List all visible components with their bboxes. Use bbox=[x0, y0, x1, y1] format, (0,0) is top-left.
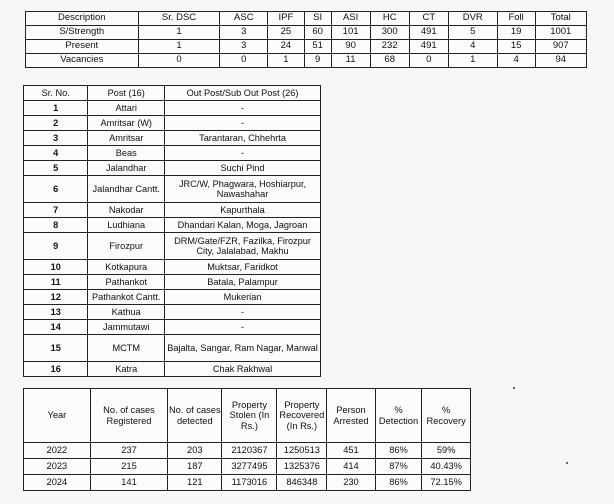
posts-sr: 4 bbox=[24, 146, 88, 161]
strength-cell: 68 bbox=[370, 54, 409, 68]
cases-cell: 3277495 bbox=[222, 459, 277, 475]
posts-sr: 7 bbox=[24, 203, 88, 218]
posts-row bbox=[24, 335, 321, 362]
strength-row-sanctioned bbox=[26, 26, 587, 40]
posts-outpost: Bajalta, Sangar, Ram Nagar, Manwal bbox=[165, 335, 321, 362]
cases-cell: 40.43% bbox=[422, 459, 471, 475]
cases-header-cell: % Detection bbox=[375, 389, 422, 443]
posts-row bbox=[24, 260, 321, 275]
strength-cell: 15 bbox=[497, 40, 535, 54]
strength-cell: S/Strength bbox=[26, 26, 139, 40]
strength-cell: 0 bbox=[138, 54, 220, 68]
cases-header-cell: % Recovery bbox=[422, 389, 471, 443]
strength-header-cell: ASC bbox=[220, 12, 268, 26]
cases-header-row bbox=[24, 389, 471, 443]
cases-row bbox=[24, 475, 471, 491]
posts-sr: 1 bbox=[24, 101, 88, 116]
cases-cell: 2024 bbox=[24, 475, 91, 491]
posts-sr: 2 bbox=[24, 116, 88, 131]
posts-header-cell: Sr. No. bbox=[24, 86, 88, 101]
strength-header-cell: HC bbox=[370, 12, 409, 26]
posts-outpost: Muktsar, Faridkot bbox=[165, 260, 321, 275]
posts-outpost: Mukerian bbox=[165, 290, 321, 305]
strength-cell: 1001 bbox=[535, 26, 586, 40]
cases-cell: 203 bbox=[168, 443, 222, 459]
posts-post: Firozpur bbox=[88, 233, 165, 260]
strength-cell: 9 bbox=[304, 54, 331, 68]
strength-header-cell: Description bbox=[26, 12, 139, 26]
strength-header-cell: Sr. DSC bbox=[138, 12, 220, 26]
posts-sr: 14 bbox=[24, 320, 88, 335]
posts-post: Amritsar bbox=[88, 131, 165, 146]
strength-cell: 1 bbox=[138, 40, 220, 54]
strength-header-cell: DVR bbox=[448, 12, 497, 26]
strength-row-present bbox=[26, 40, 587, 54]
cases-cell: 72.15% bbox=[422, 475, 471, 491]
posts-outpost: - bbox=[165, 320, 321, 335]
posts-row bbox=[24, 203, 321, 218]
posts-row bbox=[24, 161, 321, 176]
posts-header-cell: Out Post/Sub Out Post (26) bbox=[165, 86, 321, 101]
posts-post: Beas bbox=[88, 146, 165, 161]
cases-row bbox=[24, 443, 471, 459]
posts-outpost: Tarantaran, Chhehrta bbox=[165, 131, 321, 146]
posts-sr: 11 bbox=[24, 275, 88, 290]
posts-post: Kotkapura bbox=[88, 260, 165, 275]
cases-cell: 141 bbox=[90, 475, 167, 491]
cases-cell: 215 bbox=[90, 459, 167, 475]
strength-cell: 1 bbox=[138, 26, 220, 40]
strength-cell: 491 bbox=[409, 26, 448, 40]
strength-cell: Present bbox=[26, 40, 139, 54]
cases-header-cell: No. of cases detected bbox=[168, 389, 222, 443]
cases-header-cell: Property Stolen (In Rs.) bbox=[222, 389, 277, 443]
strength-header-cell: IPF bbox=[268, 12, 305, 26]
cases-cell: 1173016 bbox=[222, 475, 277, 491]
cases-cell: 86% bbox=[375, 475, 422, 491]
posts-post: Kathua bbox=[88, 305, 165, 320]
cases-cell: 121 bbox=[168, 475, 222, 491]
strength-cell: 11 bbox=[331, 54, 370, 68]
posts-sr: 5 bbox=[24, 161, 88, 176]
posts-sr: 3 bbox=[24, 131, 88, 146]
posts-post: Jalandhar bbox=[88, 161, 165, 176]
cases-cell: 2022 bbox=[24, 443, 91, 459]
strength-cell: 4 bbox=[448, 40, 497, 54]
cases-cell: 1325376 bbox=[277, 459, 327, 475]
cases-cell: 451 bbox=[327, 443, 375, 459]
strength-header-cell: Foll bbox=[497, 12, 535, 26]
strength-cell: 0 bbox=[409, 54, 448, 68]
posts-row bbox=[24, 233, 321, 260]
strength-cell: 24 bbox=[268, 40, 305, 54]
ink-speck bbox=[513, 387, 515, 389]
strength-header-row bbox=[26, 12, 587, 26]
cases-cell: 230 bbox=[327, 475, 375, 491]
posts-outpost: - bbox=[165, 305, 321, 320]
strength-cell: 101 bbox=[331, 26, 370, 40]
posts-sr: 15 bbox=[24, 335, 88, 362]
posts-row bbox=[24, 362, 321, 377]
posts-outpost: DRM/Gate/FZR, Fazilka, Firozpur City, Jalalabad, Makhu bbox=[165, 233, 321, 260]
posts-row bbox=[24, 116, 321, 131]
cases-cell: 87% bbox=[375, 459, 422, 475]
strength-cell: 94 bbox=[535, 54, 586, 68]
strength-cell: 0 bbox=[220, 54, 268, 68]
cases-header-cell: Year bbox=[24, 389, 91, 443]
cases-table bbox=[23, 388, 471, 491]
posts-row bbox=[24, 176, 321, 203]
strength-cell: 3 bbox=[220, 26, 268, 40]
posts-outpost: JRC/W, Phagwara, Hoshiarpur, Nawashahar bbox=[165, 176, 321, 203]
posts-outpost: Batala, Palampur bbox=[165, 275, 321, 290]
posts-post: Attari bbox=[88, 101, 165, 116]
posts-outpost: - bbox=[165, 116, 321, 131]
posts-header-row bbox=[24, 86, 321, 101]
posts-post: Pathankot bbox=[88, 275, 165, 290]
posts-outpost: Kapurthala bbox=[165, 203, 321, 218]
posts-sr: 6 bbox=[24, 176, 88, 203]
posts-post: Ludhiana bbox=[88, 218, 165, 233]
cases-cell: 59% bbox=[422, 443, 471, 459]
cases-cell: 2023 bbox=[24, 459, 91, 475]
posts-header-cell: Post (16) bbox=[88, 86, 165, 101]
strength-cell: 4 bbox=[497, 54, 535, 68]
posts-sr: 8 bbox=[24, 218, 88, 233]
strength-cell: 60 bbox=[304, 26, 331, 40]
strength-table bbox=[25, 11, 587, 68]
cases-cell: 1250513 bbox=[277, 443, 327, 459]
posts-sr: 16 bbox=[24, 362, 88, 377]
posts-sr: 13 bbox=[24, 305, 88, 320]
cases-cell: 414 bbox=[327, 459, 375, 475]
cases-header-cell: No. of cases Registered bbox=[90, 389, 167, 443]
strength-cell: 300 bbox=[370, 26, 409, 40]
posts-post: Amritsar (W) bbox=[88, 116, 165, 131]
strength-cell: Vacancies bbox=[26, 54, 139, 68]
posts-outpost: Dhandari Kalan, Moga, Jagroan bbox=[165, 218, 321, 233]
cases-cell: 86% bbox=[375, 443, 422, 459]
posts-table bbox=[23, 85, 321, 377]
strength-cell: 5 bbox=[448, 26, 497, 40]
cases-cell: 846348 bbox=[277, 475, 327, 491]
posts-row bbox=[24, 320, 321, 335]
cases-cell: 237 bbox=[90, 443, 167, 459]
posts-outpost: Suchi Pind bbox=[165, 161, 321, 176]
posts-post: Jalandhar Cantt. bbox=[88, 176, 165, 203]
strength-cell: 25 bbox=[268, 26, 305, 40]
posts-row bbox=[24, 305, 321, 320]
posts-outpost: - bbox=[165, 146, 321, 161]
strength-cell: 1 bbox=[268, 54, 305, 68]
posts-sr: 9 bbox=[24, 233, 88, 260]
posts-outpost: Chak Rakhwal bbox=[165, 362, 321, 377]
ink-speck bbox=[566, 462, 568, 464]
strength-cell: 3 bbox=[220, 40, 268, 54]
posts-row bbox=[24, 290, 321, 305]
posts-post: MCTM bbox=[88, 335, 165, 362]
strength-cell: 1 bbox=[448, 54, 497, 68]
posts-row bbox=[24, 146, 321, 161]
posts-row bbox=[24, 101, 321, 116]
posts-sr: 12 bbox=[24, 290, 88, 305]
cases-cell: 2120367 bbox=[222, 443, 277, 459]
strength-header-cell: SI bbox=[304, 12, 331, 26]
posts-post: Pathankot Cantt. bbox=[88, 290, 165, 305]
posts-sr: 10 bbox=[24, 260, 88, 275]
posts-post: Jammutawi bbox=[88, 320, 165, 335]
strength-header-cell: Total bbox=[535, 12, 586, 26]
cases-header-cell: Person Arrested bbox=[327, 389, 375, 443]
posts-row bbox=[24, 131, 321, 146]
posts-outpost: - bbox=[165, 101, 321, 116]
strength-row-vacancies bbox=[26, 54, 587, 68]
strength-cell: 90 bbox=[331, 40, 370, 54]
strength-cell: 907 bbox=[535, 40, 586, 54]
strength-header-cell: ASI bbox=[331, 12, 370, 26]
posts-row bbox=[24, 218, 321, 233]
cases-cell: 187 bbox=[168, 459, 222, 475]
cases-row bbox=[24, 459, 471, 475]
strength-cell: 232 bbox=[370, 40, 409, 54]
cases-header-cell: Property Recovered (In Rs.) bbox=[277, 389, 327, 443]
strength-header-cell: CT bbox=[409, 12, 448, 26]
strength-cell: 491 bbox=[409, 40, 448, 54]
posts-post: Katra bbox=[88, 362, 165, 377]
strength-cell: 51 bbox=[304, 40, 331, 54]
strength-cell: 19 bbox=[497, 26, 535, 40]
posts-post: Nakodar bbox=[88, 203, 165, 218]
posts-row bbox=[24, 275, 321, 290]
